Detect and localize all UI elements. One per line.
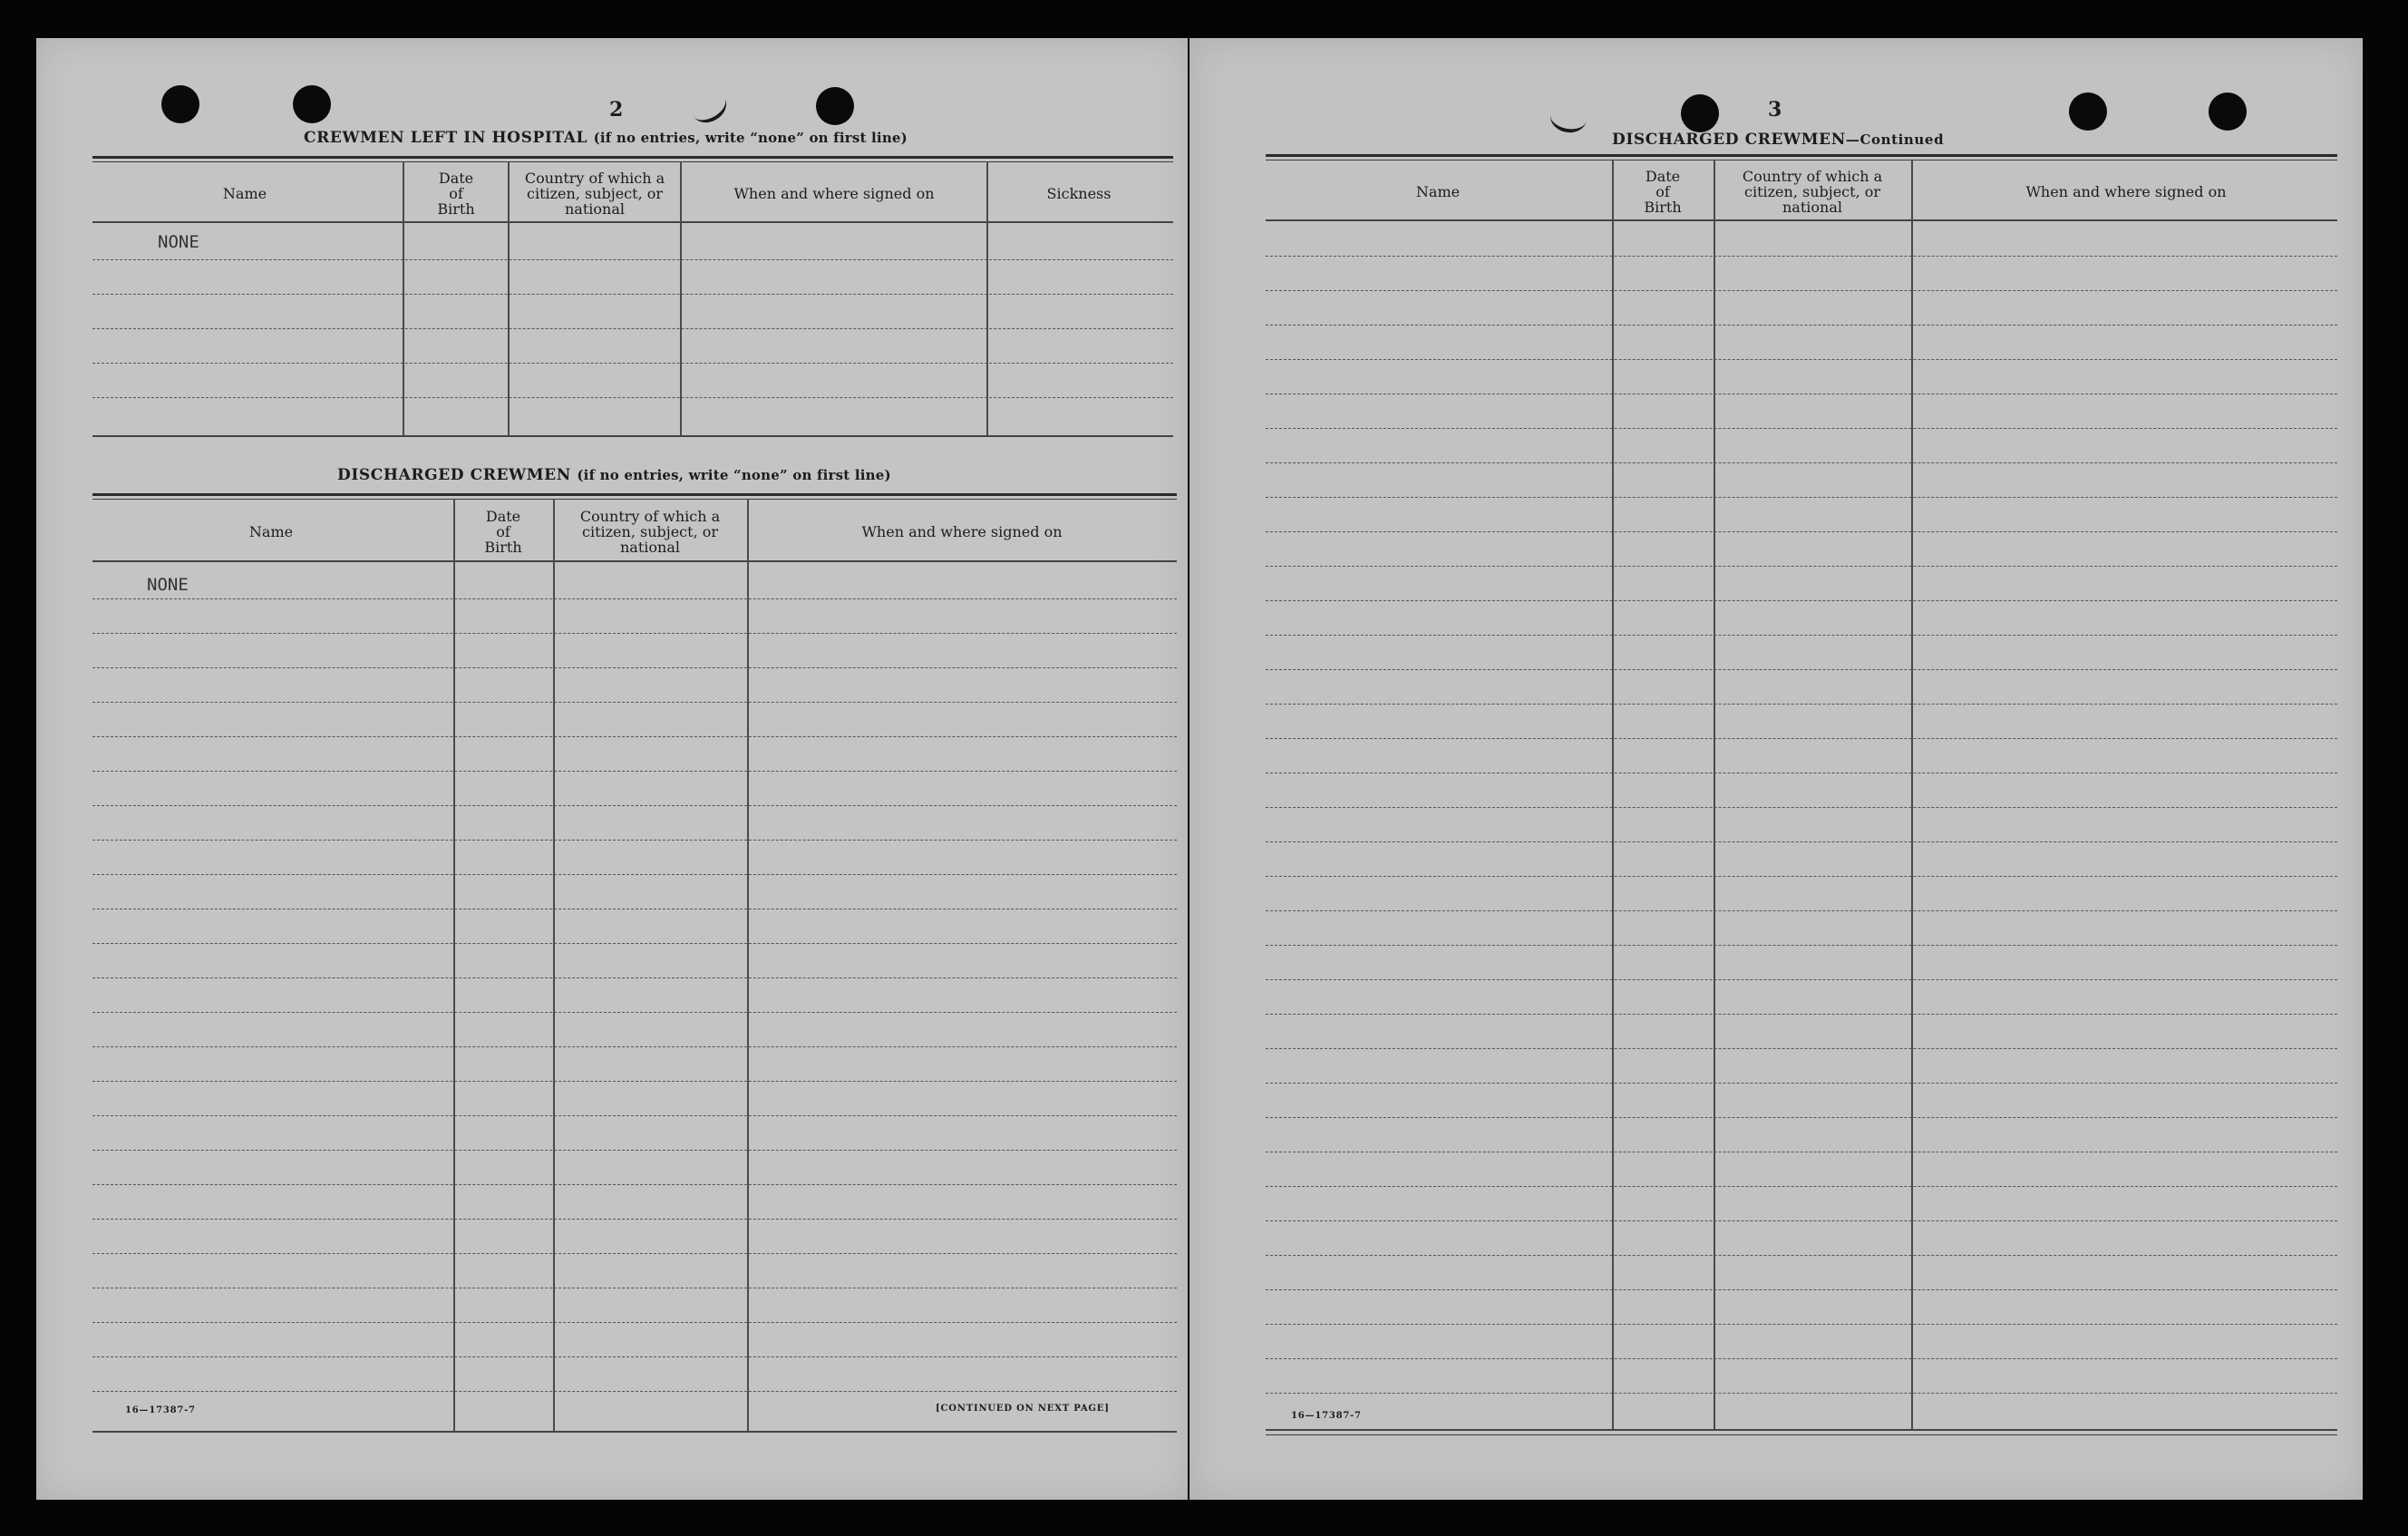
column-header-signed-on: When and where signed on <box>2025 182 2227 200</box>
table-row-line <box>92 1081 1177 1082</box>
table-row-line <box>92 1150 1177 1151</box>
table-bottom-rule <box>92 1431 1177 1433</box>
hospital-title-text: CREWMEN LEFT IN HOSPITAL <box>304 129 588 147</box>
table-row-line <box>1266 945 2337 946</box>
column-divider <box>747 499 749 1431</box>
right-page <box>1189 38 2363 1500</box>
table-row-line <box>92 771 1177 772</box>
table-row-line <box>1266 1255 2337 1256</box>
table-bottom-rule <box>1266 1429 2337 1431</box>
column-header-signed-on: When and where signed on <box>861 522 1063 540</box>
continued-suffix: —Continued <box>1845 131 1945 148</box>
column-header-signed-on: When and where signed on <box>733 184 935 202</box>
table-row-line <box>1266 497 2337 498</box>
table-row-line <box>1266 531 2337 532</box>
table-row-line <box>92 1046 1177 1047</box>
table-row-line <box>92 1012 1177 1013</box>
table-top-rule <box>92 493 1177 496</box>
page-number: 2 <box>609 98 624 122</box>
table-row-line <box>1266 738 2337 739</box>
table-row-line <box>1266 1358 2337 1359</box>
table-row-line <box>1266 1220 2337 1221</box>
table-row-line <box>1266 256 2337 257</box>
discharged-title-text: DISCHARGED CREWMEN <box>337 466 571 484</box>
header-rule <box>1266 219 2337 221</box>
table-row-line <box>1266 1393 2337 1394</box>
table-row-line <box>92 667 1177 668</box>
column-divider <box>508 161 510 435</box>
table-row-line <box>92 736 1177 737</box>
table-row-line <box>1266 841 2337 842</box>
hospital-section-title <box>304 129 908 147</box>
table-row-line <box>92 702 1177 703</box>
table-row-line <box>92 874 1177 875</box>
torn-hole <box>686 85 733 129</box>
table-row-line <box>92 1322 1177 1323</box>
discharged-continued-title <box>1612 131 1944 149</box>
form-number: 16—17387-7 <box>1291 1411 1362 1421</box>
header-rule <box>92 221 1173 223</box>
table-bottom-rule <box>92 435 1173 437</box>
table-row-line <box>1266 290 2337 291</box>
table-row-line <box>92 633 1177 634</box>
discharged-subtitle-text: (if no entries, write “none” on first line) <box>577 467 891 483</box>
punch-hole <box>161 85 199 123</box>
table-row-line <box>1266 600 2337 601</box>
table-row-line <box>92 294 1173 295</box>
table-row-line <box>92 1356 1177 1357</box>
column-header-country: Country of which a citizen, subject, or national <box>579 507 721 556</box>
table-row-line <box>1266 1048 2337 1049</box>
table-row-line <box>1266 462 2337 463</box>
column-divider <box>553 499 555 1431</box>
table-row-line <box>1266 1117 2337 1118</box>
table-row-line <box>1266 428 2337 429</box>
punch-hole <box>1681 94 1719 132</box>
column-divider <box>986 161 988 435</box>
form-number: 16—17387-7 <box>125 1405 196 1415</box>
table-row-line <box>92 397 1173 398</box>
table-row-line <box>92 805 1177 806</box>
table-row-line <box>1266 566 2337 567</box>
column-header-name: Name <box>222 184 267 202</box>
discharged-section-title <box>337 466 891 484</box>
column-divider <box>680 161 682 435</box>
table-row-line <box>92 1184 1177 1185</box>
column-divider <box>1714 160 1715 1429</box>
hospital-entry-none: NONE <box>158 232 199 252</box>
continued-note: [CONTINUED ON NEXT PAGE] <box>936 1404 1110 1414</box>
column-header-country: Country of which a citizen, subject, or national <box>1742 167 1883 216</box>
table-row-line <box>92 598 1177 599</box>
column-divider <box>1612 160 1614 1429</box>
table-row-line <box>92 1115 1177 1116</box>
table-row-line <box>1266 704 2337 705</box>
table-row-line <box>1266 1289 2337 1290</box>
column-header-name: Name <box>1415 182 1461 200</box>
header-rule <box>92 560 1177 562</box>
table-row-line <box>1266 669 2337 670</box>
column-header-name: Name <box>248 522 294 540</box>
column-header-date-of-birth: Date of Birth <box>437 169 475 218</box>
table-row-line <box>92 1219 1177 1220</box>
table-row-line <box>92 259 1173 260</box>
table-row-line <box>92 1253 1177 1254</box>
table-row-line <box>92 1391 1177 1392</box>
table-row-line <box>1266 359 2337 360</box>
column-divider <box>453 499 455 1431</box>
discharged-entry-none: NONE <box>147 575 189 595</box>
table-bottom-rule <box>1266 1434 2337 1435</box>
table-row-line <box>92 977 1177 978</box>
table-row-line <box>92 328 1173 329</box>
discharged-title-text: DISCHARGED CREWMEN <box>1612 131 1846 149</box>
column-header-date-of-birth: Date of Birth <box>484 507 522 556</box>
torn-hole <box>1549 101 1589 135</box>
punch-hole <box>2209 92 2247 131</box>
punch-hole <box>2069 92 2107 131</box>
table-row-line <box>1266 635 2337 636</box>
column-header-sickness: Sickness <box>1046 184 1112 202</box>
punch-hole <box>816 87 854 125</box>
table-row-line <box>1266 1083 2337 1084</box>
table-row-line <box>1266 1186 2337 1187</box>
table-top-rule <box>92 161 1173 162</box>
table-row-line <box>92 840 1177 841</box>
page-number: 3 <box>1768 98 1782 122</box>
table-row-line <box>1266 1014 2337 1015</box>
column-header-date-of-birth: Date of Birth <box>1644 167 1682 216</box>
table-row-line <box>92 363 1173 364</box>
table-row-line <box>1266 876 2337 877</box>
table-top-rule <box>1266 154 2337 157</box>
column-divider <box>403 161 404 435</box>
left-page <box>36 38 1188 1500</box>
table-row-line <box>1266 979 2337 980</box>
table-row-line <box>1266 910 2337 911</box>
column-divider <box>1911 160 1913 1429</box>
table-row-line <box>1266 807 2337 808</box>
column-header-country: Country of which a citizen, subject, or national <box>524 169 665 218</box>
table-row-line <box>92 943 1177 944</box>
table-row-line <box>1266 1324 2337 1325</box>
punch-hole <box>293 85 331 123</box>
table-top-rule <box>92 499 1177 500</box>
table-top-rule <box>92 156 1173 159</box>
table-row-line <box>1266 325 2337 326</box>
hospital-subtitle-text: (if no entries, write “none” on first line) <box>593 130 908 146</box>
